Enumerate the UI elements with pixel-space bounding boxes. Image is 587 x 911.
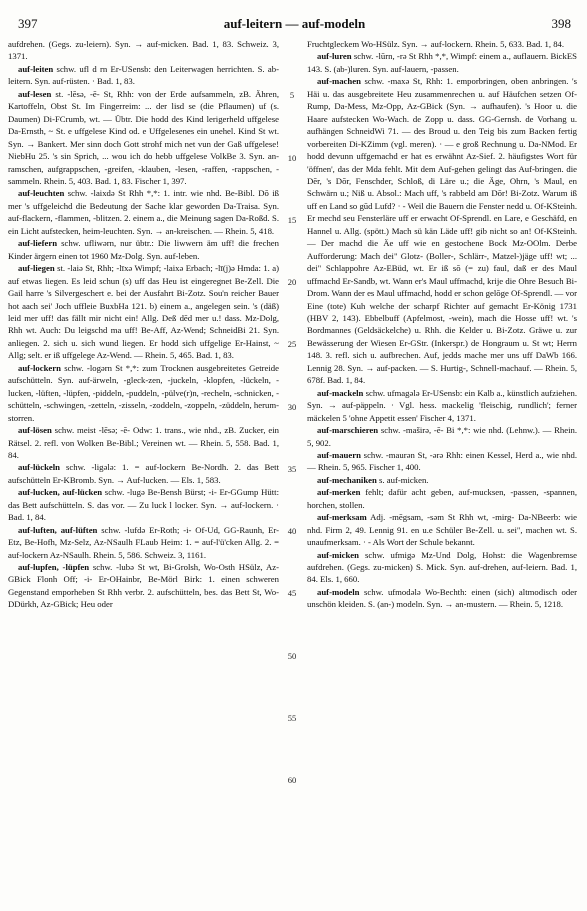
entry-headword: auf-mechaniken <box>317 474 377 485</box>
dictionary-entry <box>8 561 279 611</box>
line-number: 40 <box>287 526 297 536</box>
dictionary-entry <box>307 50 577 75</box>
line-number: 55 <box>287 712 297 723</box>
entry-headword: auf-leuchten <box>18 188 65 199</box>
line-number: 15 <box>287 214 297 225</box>
line-number: 60 <box>287 775 297 785</box>
dictionary-entry <box>8 187 279 237</box>
header-title: auf-leitern — auf-modeln <box>223 16 366 31</box>
entry-body: fehlt; dafür acht geben, auf-mucksen, -passen, -spannen, horchen, stollen. <box>307 487 577 510</box>
dictionary-entry <box>8 486 279 523</box>
dictionary-entry <box>307 486 577 511</box>
entry-headword: auf-micken <box>317 549 359 560</box>
entry-headword: auf-liegen <box>18 263 55 274</box>
entry-body: st. -laiə St, Rhh; -līxə Wimpf; -laixə Erbach; -lī(j)ə Hmda: 1. a) auf etwas liegen. Es leid schun (s) uff das Heu ist eingeregnet Be-Zell. Die Gail harre 's Silvergeschert e. bei der Ausfahrt Bi-Zotz. Sou'n reicher Bauer hot aach sei' Joch uffleie BuxbHa 121. b) einem a., angelegen sein. 's (däß) leid mer uff! das fällt mir nicht ein! Allg. Deß dēd mer u.! dass. Mz-Dolg, Rhh wt. Auch: Du leigschd ma uff! Be-Aff, Az-Wend; SchneidBi 21. Syn. anliegen. 2. sich u. sich wund liegen. Er hodd sich uffgelige Er-Hainst, ~ Allg; selt. er iß uffgelege Az-Wend. — Rhein. 5, 465. Bad. 1, 83. <box>8 263 279 361</box>
entry-body: schw. -maširə, -ē- Bi *,*: wie nhd. (Lehnw.). — Rhein. 5, 902. <box>307 425 577 448</box>
entry-headword: auf-marschieren <box>317 425 379 436</box>
entry-body: schw. ufmagələ Er-USensb: ein Kalb a., künstlich aufziehen. Syn. → auf-päppeln. · Vgl. hess. mackelig 'fleischig, rundlich'; ferner mäckelen 5 'ohne Appetit essen' Fischer 4, 1371. <box>307 387 577 423</box>
dictionary-entry <box>307 449 577 474</box>
dictionary-entry: Fruchtgleckem Wo-HSülz. Syn. → auf-lockern. Rhein. 5, 633. Bad. 1, 84. <box>307 39 565 49</box>
entry-body: st. -lēsə, -ē- St, Rhh: von der Erde aufsammeln, zB. Ähren, Kartoffeln, Obst St. Im Fingerreim: ... der lisd se (die Pflaumen) uf (s. Daumen) Di-FCrumb, wt. — Übtr. Die hodd des Kind lerigerheld uffgelese Da-Ernsth, ~ St. e uffgelese Kind od. e Uffgelesenes ein unehel. Kind St wt. Syn. → Bankert. Mer sinn doch Gott strohf mich net vun der Gaß uffgelese! NiebHu 25. 's sin Sprich, ... wou ich do hebb uffgelese VolkBe 3. Syn. an-ramschen, aufgrappschen, -greifen, -klauben, -lesen, -raffen, -rappschen, -sammeln. Rhein. 5, 403. Bad. 1, 83. Fischer 1, 397. <box>8 88 279 186</box>
dictionary-entry <box>8 63 279 88</box>
line-number: 20 <box>287 277 297 287</box>
dictionary-entry <box>8 362 279 424</box>
dictionary-entry <box>8 237 279 262</box>
dictionary-entry <box>307 387 577 424</box>
entry-headword: auf-lesen <box>18 88 52 99</box>
dictionary-entry <box>307 549 577 586</box>
entry-headword: auf-luren <box>317 51 352 62</box>
entry-body: schw. -maxə St, Rhh: 1. emporbringen, oben anbringen. 's Häi u. das ausgebreitete Heu zusammenrechen u. auf Häufchen setzen Of-Rump, Da-Mess, Mz-Opp, Az-GBick (Syn. → aufhaufen). 's Hoor u. die Haare aufstecken Wo-Wach. de Zopp u. dass. GG-Gernsh. de Vorhang u. aufhängen SchneidWi 71. — des Broud u. den Teig bis zum Backen fertig vorbereiten Di-KZimm (vgl. meren). · — e groß Rechnung u. Da-NMod. Er hodd devunn uffgemachd er hat es erwähnt Az-Sief. 2. häufigstes Wort für 'öffnen', das der Mda fehlt. Mit dem Auf-gehen gelingt das Auf-bringen. die Dēr, 's Dōr, Fenschder, Schloß, di Läre u.; die Äge, Ohrn, 's Maul, en Schwärn u.; Niß u. Absol.: Mach uff, 's rabbeld am Dōr! Bi-Zotz. Warum iß uff en Land so gūd Lufd? · - Weil die Bauern die Fenster nedd u. Of-KSteinh. Er mechd seu Fensterläre uff er erwacht Of-Sprendl. en Lare, e Geschäfd, en Hannel u. Allg. (spött.) Mach sü kän Läde uff! gib nicht so an! Of-KSteinh. — Der machd die Äe uff wie en gestochene Bock Mz-OOlm. Derbe Aufforderung: Mach dei" Glotz- (Boller-, Schlärr-, Matzel-)jäge uff! wt; ... dei" Schlappohre Az-EBüd, wt. Er iß sō (= zu) faul, daß er des Maul uffmachd Er-Sandb, wt. Wann er's Maul uffmachd, krije die Ohre Besuch Bi-Drom. Wann der es Maul uffmachd, hodd er schon gelōge Of-Sprendl. — vor Eine (tote) Kuh welche der scharpf Richter auf gemacht Er-König 1731 (HBV 2, 143). Ebbelbuff (Apfelmost, -wein), mach die Hosse uff! wt. 's Bordmannes (Geldsäckelche) u. Rhh. die Kelder u. Bi-Zotz. Gräwe u. zur Bewässerung der Wiesen Er-GStr. (Inkerspr.) de Hongraum u. St wt; Herrn 148. 3. refl. sich u. aufbrechen. Auf, jedds mache mer uns uff DaWb 166. Lennig 28. Syn. → auf-packen. — S. Hurtig-, Schnell-machauf. — Rhein. 5, 678f. Bad. 1, 84. <box>307 76 577 386</box>
entry-headword: auf-leiten <box>18 63 54 74</box>
page-number-left: 397 <box>18 16 38 31</box>
entry-body: schw. -lubə St wt, Bi-Grolsh, Wo-Osth HSülz, Az-GBick Flonh Off; -i- Er-OHainbr, Be-Mörl Birk: 1. einen schweren Gegenstand emporheben St Rhh verbr. 2. aufschütteln, bes. das Bett St, Wo-DDürkh, Az-GBick; Heu oder <box>8 562 279 610</box>
entry-body: schw. -laixdə St Rhh *,*: 1. intr. wie nhd. Be-Bibl. Dō iß mer 's uffgeleichd die Bedeutung der Sache klar geworden Da-Traisa. Syn. auf-flackern, -flammen, -blitzen. 2. einem a., die Meinung sagen Da-Roßd. S. ein Licht aufstecken, heim-leuchten. Syn. → an-kreischen. — Rhein. 5, 418. <box>8 188 279 236</box>
line-number: 25 <box>287 339 297 350</box>
entry-headword: auf-lupfen, -lüpfen <box>18 562 90 573</box>
entry-body: schw. -logərn St *,*: zum Trocknen ausgebreitetes Getreide aufschütteln. Syn. auf-ärweln, -gleck-zen, -juckeln, -klopfen, -lückeln, -lucken, -lüften, -lüpfen, -piddeln, -puddeln, -pülve(r)n, -recheln, -schnicken, -schütteln, -schwingen, -zetteln, -zisseln, -zoddeln, -zoppeln, -züddeln, herum-storren. <box>8 362 279 423</box>
entry-headword: auf-mauern <box>317 449 361 460</box>
entry-headword: auf-modeln <box>317 586 360 597</box>
entry-body: schw. -lufdə Er-Roth; -i- Of-Ud, GG-Raunh, Er-Etz, Be-Hofh, Mz-Selz, Az-NSaulh FLaub Heim: 1. = auf-l'ü'cken Allg. 2. = auf-lockern Az-NSaulh. Rhein. 5, 586. Schweiz. 3, 1161. <box>8 524 279 560</box>
dictionary-entry <box>307 474 577 486</box>
line-number: 30 <box>287 401 297 412</box>
entry-headword: auf-merksam <box>317 512 367 523</box>
entry-body: schw. -maurən St, -ərə Rhh: einen Kessel, Herd a., wie nhd. — Rhein. 5, 965. Fischer 1, 400. <box>307 449 577 473</box>
entry-headword: auf-merken <box>317 487 361 498</box>
running-header <box>18 16 571 32</box>
line-number: 50 <box>287 650 297 661</box>
entry-body: schw. ufmodələ Wo-Bechth: einen (sich) altmodisch oder unschön kleiden. S. (an-) modeln. Syn. → an-mustern. — Rhein. 5, 1218. <box>307 586 577 610</box>
dictionary-entry <box>307 511 577 548</box>
entry-body: schw. -ligələ: 1. = auf-lockern Be-Nordh. 2. das Bett aufschütteln Er-KBromb. Syn. → Auf-lucken. — Els. 1, 583. <box>8 462 279 485</box>
entry-body: schw. ufliwərn, nur übtr.: Die liwwern äm uff! die frechen Kinder ärgern einen tot 1960 Mz-Dolg. Syn. auf-leben. <box>8 238 279 261</box>
entry-headword: auf-lösen <box>18 425 52 436</box>
left-column <box>8 38 279 611</box>
line-number: 5 <box>289 90 295 101</box>
right-column <box>307 38 577 611</box>
entry-body: schw. -lūrn, -rə St Rhh *,*, Wimpf: einem a., auflauern. BickES 143. S. (ab-)luren. Syn. auf-lauern, -passen. <box>307 51 577 74</box>
dictionary-entry <box>8 88 279 188</box>
entry-body: schw. -lugə Be-Bensh Bürst; -i- Er-GGump Hütt: das Bett aufschütteln. S. das vor. — Zu luck l locker. Syn. → auf-lockern. · Bad. 1, 84. <box>8 487 279 523</box>
entry-headword: auf-liefern <box>18 238 58 249</box>
entry-headword: auf-mackeln <box>317 387 364 398</box>
entry-body: schw. meist -lēsə; -ē- Odw: 1. trans., wie nhd., zB. Zucker, ein Rätsel. 2. refl. von Wolken Be-Bibl.; Vereinen wt. — Rhein. 5, 558. Bad. 1, 84. <box>8 425 279 460</box>
dictionary-entry <box>8 262 279 362</box>
dictionary-entry <box>307 586 577 611</box>
entry-body: schw. ufmigə Mz-Und Dolg, Hohst: die Wagenbremse aufdrehen. (Gegs. zu-micken) S. Mick. Syn. auf-drehen, auf-leiern. Bad. 1, 84. Els. 1, 660. <box>307 549 577 585</box>
entry-body: s. auf-micken. <box>376 474 429 485</box>
entry-body: Adj. -mēgsam, -səm St Rhh wt, -mirg- Da-NBeerb: wie nhd. Firm 2, 49. Lennig 91. en u.e Schüler Be-Zell. u. sei", machen wt. S. unaufmerksam. · - Als Wort der Schule bekannt. <box>307 512 577 548</box>
page-number-right: 398 <box>551 16 571 31</box>
entry-headword: auf-machen <box>317 76 361 87</box>
line-number: 45 <box>287 588 297 599</box>
dictionary-entry: aufdrehen. (Gegs. zu-leiern). Syn. → auf-micken. Bad. 1, 83. Schweiz. 3, 1371. <box>8 39 279 62</box>
entry-headword: auf-lucken, auf-lücken <box>18 487 103 498</box>
entry-body: schw. ufl d rn Er-USensb: den Leiterwagen herrichten. S. ab-leitern. Syn. auf-rüsten. · Bad. 1, 83. <box>8 63 279 87</box>
entry-headword: auf-lockern <box>18 362 61 373</box>
entry-headword: auf-luften, auf-lüften <box>18 524 98 535</box>
dictionary-entry <box>307 424 577 449</box>
dictionary-entry <box>8 461 279 486</box>
dictionary-entry <box>8 524 279 561</box>
line-number: 10 <box>287 152 297 163</box>
entry-headword: auf-lückeln <box>18 462 60 473</box>
dictionary-entry <box>307 75 577 386</box>
dictionary-entry <box>8 424 279 461</box>
line-number: 35 <box>287 463 297 474</box>
